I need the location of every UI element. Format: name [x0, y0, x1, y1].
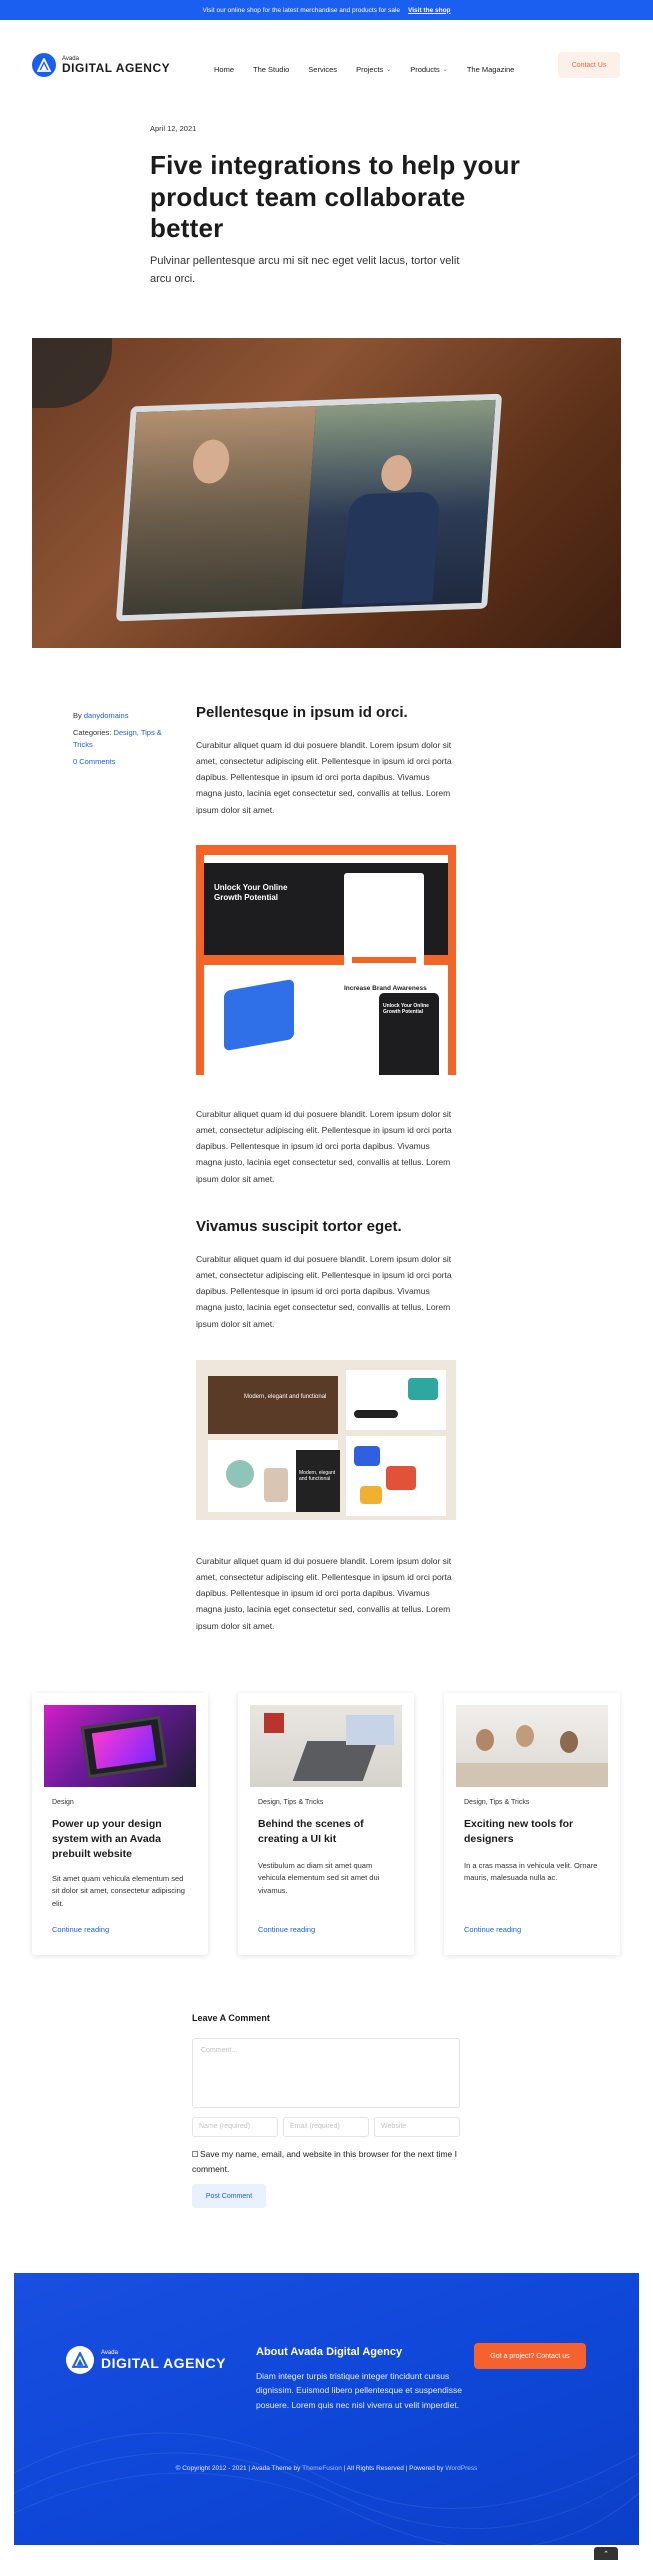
article-image-2: [196, 1360, 456, 1520]
footer-logo-big: DIGITAL AGENCY: [101, 2355, 226, 2371]
article-heading-1: Pellentesque in ipsum id orci.: [196, 704, 408, 721]
related-post-title[interactable]: Power up your design system with an Avada prebuilt website: [52, 1818, 162, 1861]
related-post-title[interactable]: Behind the scenes of creating a UI kit: [258, 1818, 364, 1846]
related-post-card[interactable]: [444, 1693, 620, 1955]
nav-services[interactable]: Services: [308, 65, 338, 74]
main-nav: [214, 65, 514, 74]
logo-big-text: DIGITAL AGENCY: [62, 61, 171, 75]
comment-textarea[interactable]: Comment...: [192, 2038, 460, 2108]
checkbox-icon[interactable]: [192, 2151, 198, 2157]
nav-projects[interactable]: Projects ⌄: [356, 65, 392, 74]
footer-about-title: About Avada Digital Agency: [256, 2346, 403, 2358]
site-logo[interactable]: [32, 53, 170, 77]
chevron-up-icon[interactable]: ⌃: [594, 2547, 618, 2560]
post-subtitle: Pulvinar pellentesque arcu mi sit nec eget velit lacus, tortor velit arcu orci.: [150, 255, 460, 285]
related-post-excerpt: Sit amet quam vehicula elementum sed sit dolor sit amet, consectetur adipiscing elit.: [52, 1874, 185, 1908]
continue-reading-link[interactable]: Continue reading: [464, 1925, 522, 1934]
article-heading-2: Vivamus suscipit tortor eget.: [196, 1218, 402, 1235]
comments-link[interactable]: 0 Comments: [73, 756, 116, 766]
announcement-bar: [0, 0, 653, 20]
shot1-phone-text: Unlock Your Online Growth Potential: [379, 993, 439, 1075]
article-paragraph-3: Curabitur aliquet quam id dui posuere blandit. Lorem ipsum dolor sit amet, consectetur adipiscing elit. Pellentesque in ipsum id orci porta dapibus. Pellentesque in ipsum id orci porta dapibus. Vivamus magna justo, lacinia eget consectetur sed, convallis at tellus. Lorem ipsum dolor sit amet.: [196, 1254, 452, 1329]
article-paragraph-4: Curabitur aliquet quam id dui posuere blandit. Lorem ipsum dolor sit amet, consectetur adipiscing elit. Pellentesque in ipsum id orci porta dapibus. Pellentesque in ipsum id orci porta dapibus. Vivamus magna justo, lacinia eget consectetur sed, convallis at tellus. Lorem ipsum dolor sit amet.: [196, 1556, 452, 1631]
consent-label: Save my name, email, and website in this browser for the next time I comment.: [192, 2149, 458, 2175]
author-link[interactable]: danydomains: [83, 711, 129, 720]
avada-triangle-icon: [32, 53, 56, 77]
nav-studio[interactable]: The Studio: [253, 65, 290, 74]
related-post-excerpt: In a cras massa in vehicula velit. Ornare mauris, malesuada nulla ac.: [464, 1861, 598, 1883]
shot1-headline: Unlock Your Online Growth Potential: [214, 883, 288, 903]
related-post-card[interactable]: [238, 1693, 414, 1955]
post-meta: By danydomains Categories: Design, Tips & Tricks 0 Comments: [73, 711, 162, 766]
footer-logo[interactable]: [66, 2346, 226, 2374]
copyright: © Copyright 2012 - 2021 | Avada Theme by ThemeFusion | All Rights Reserved | Powered by WordPress: [175, 2465, 478, 2472]
shot2-headline: Modern, elegant and functional: [244, 1394, 327, 1400]
visit-shop-link[interactable]: Visit the shop: [408, 6, 451, 14]
contact-us-button[interactable]: Contact Us: [558, 52, 620, 78]
post-title: Five integrations to help your product team collaborate better: [150, 150, 521, 244]
themefusion-link[interactable]: ThemeFusion: [302, 2465, 342, 2472]
chair-shape: [32, 338, 112, 408]
footer-about-text: Diam integer turpis tristique integer tincidunt cursus dignissim. Euismod libero pellentesque et suspendisse posuere. Lorem quis nec nisl viverra ut velit imperdiet.: [256, 2371, 463, 2410]
laptop-illustration: [116, 394, 502, 622]
comment-form-title: Leave A Comment: [192, 2013, 270, 2023]
logo-small-text: Avada: [62, 56, 79, 62]
related-post-excerpt: Vestibulum ac diam sit amet quam vehicula elementum sed sit amet dui vivamus.: [258, 1861, 380, 1895]
article-paragraph-1: Curabitur aliquet quam id dui posuere blandit. Lorem ipsum dolor sit amet, consectetur adipiscing elit. Pellentesque in ipsum id orci porta dapibus. Pellentesque in ipsum id orci porta dapibus. Vivamus magna justo, lacinia eget consectetur sed, convallis at tellus. Lorem ipsum dolor sit amet.: [196, 740, 452, 815]
footer-logo-small: Avada: [101, 2350, 118, 2356]
related-post-image: [456, 1705, 608, 1787]
article-paragraph-2: Curabitur aliquet quam id dui posuere blandit. Lorem ipsum dolor sit amet, consectetur adipiscing elit. Pellentesque in ipsum id orci porta dapibus. Pellentesque in ipsum id orci porta dapibus. Vivamus magna justo, lacinia eget consectetur sed, convallis at tellus. Lorem ipsum dolor sit amet.: [196, 1109, 452, 1184]
email-field[interactable]: Email (required): [283, 2117, 369, 2137]
featured-image: [32, 338, 621, 648]
chevron-down-icon: ⌄: [442, 67, 448, 73]
announcement-text: Visit our online shop for the latest merchandise and products for sale: [202, 6, 401, 14]
woman-photo: [122, 406, 316, 615]
shot1-text: Increase Brand Awareness: [344, 985, 427, 992]
save-info-checkbox[interactable]: [192, 2147, 460, 2178]
site-footer: [14, 2273, 639, 2545]
continue-reading-link[interactable]: Continue reading: [52, 1925, 110, 1934]
related-post-title[interactable]: Exciting new tools for designers: [464, 1818, 574, 1846]
name-field[interactable]: Name (required): [192, 2117, 278, 2137]
website-field[interactable]: Website: [374, 2117, 460, 2137]
related-post-category: Design, Tips & Tricks: [464, 1799, 530, 1806]
related-post-image: [250, 1705, 402, 1787]
continue-reading-link[interactable]: Continue reading: [258, 1925, 316, 1934]
avada-triangle-icon: [66, 2346, 94, 2374]
site-header: [0, 20, 653, 110]
nav-products[interactable]: Products ⌄: [410, 65, 448, 74]
article-image-1: [196, 845, 456, 1075]
man-photo: [302, 400, 496, 609]
post-date: April 12, 2021: [150, 124, 197, 133]
nav-home[interactable]: Home: [214, 65, 235, 74]
post-comment-button[interactable]: Post Comment: [192, 2184, 266, 2208]
categories-link[interactable]: Design, Tips & Tricks: [73, 728, 162, 749]
related-post-category: Design: [52, 1799, 74, 1806]
wordpress-link[interactable]: WordPress: [445, 2465, 478, 2472]
related-post-image: [44, 1705, 196, 1787]
nav-magazine[interactable]: The Magazine: [466, 65, 515, 74]
chevron-down-icon: ⌄: [386, 67, 392, 73]
footer-cta-button[interactable]: Got a project? Contact us: [474, 2343, 586, 2369]
related-post-card[interactable]: [32, 1693, 208, 1955]
related-post-category: Design, Tips & Tricks: [258, 1799, 324, 1806]
shot2-dark-text: Modern, elegant and functional: [296, 1450, 340, 1512]
